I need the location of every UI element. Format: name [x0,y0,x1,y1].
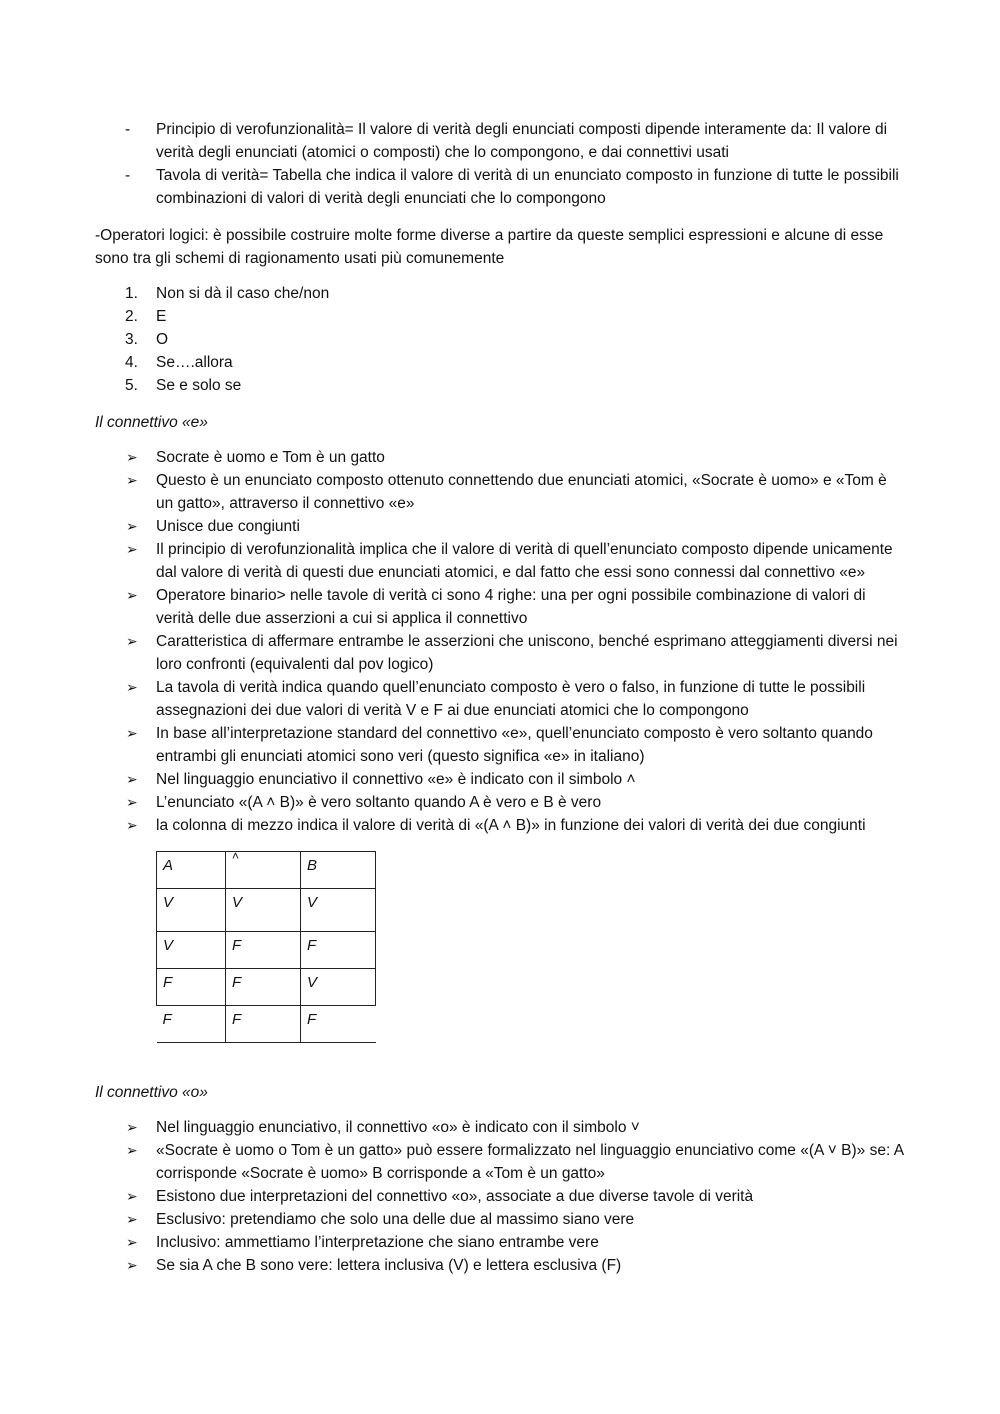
table-cell: V [301,969,376,1006]
table-cell: V [226,889,301,932]
list-item [95,768,905,791]
arrow-bullet-icon: ➢ [126,518,138,534]
table-cell: B [301,852,376,889]
arrow-bullet-icon: ➢ [126,1142,138,1158]
arrow-bullet-icon: ➢ [126,1119,138,1135]
arrow-bullet-icon: ➢ [126,817,138,833]
list-item-text: Esclusivo: pretendiamo che solo una delle due al massimo siano vere [156,1211,635,1228]
list-item-text: Inclusivo: ammettiamo l’interpretazione che siano entrambe vere [156,1234,599,1251]
arrow-bullet-icon: ➢ [126,1188,138,1204]
list-item [95,630,905,676]
table-cell: F [301,932,376,969]
table-cell: F [157,969,226,1006]
list-item [95,584,905,630]
list-item [95,1185,905,1208]
list-item-text: Nel linguaggio enunciativo il connettivo «e» è indicato con il simbolo ˄ [156,771,636,788]
dash-marker: - [125,121,131,138]
list-item [95,814,905,837]
definitions-list [95,118,905,210]
table-cell: F [301,1006,376,1043]
list-item [95,1254,905,1277]
table-cell: V [157,889,226,932]
section-heading-e: Il connettivo «e» [95,414,208,431]
list-item-text: La tavola di verità indica quando quell’enunciato composto è vero o falso, in funzione di tutte le possibili assegnazioni dei due valori di verità V e F ai due enunciati atomici che lo compongono [156,679,866,719]
list-item [95,538,905,584]
list-item-text: Se e solo se [156,377,242,394]
document-page [95,118,905,1277]
operators-list [95,282,905,397]
list-item [95,282,905,305]
list-item [95,469,905,515]
truth-table-and [156,851,376,1043]
list-item-text: Principio di verofunzionalità= Il valore di verità degli enunciati composti dipende interamente da: Il valore di verità degli enunciati (atomici o composti) che lo compongono, e dai connettivi usati [156,121,888,161]
list-item-text: O [156,331,169,348]
list-item [95,118,905,164]
list-item-text: L’enunciato «(A ˄ B)» è vero soltanto quando A è vero e B è vero [156,794,602,811]
table-cell: A [157,852,226,889]
list-item-text: Socrate è uomo e Tom è un gatto [156,449,385,466]
table-header-row [157,852,376,889]
list-item-text: Caratteristica di affermare entrambe le asserzioni che uniscono, benché esprimano atteggiamenti diversi nei loro confronti (equivalenti dal pov logico) [156,633,898,673]
section-heading-o: Il connettivo «o» [95,1084,208,1101]
list-item [95,305,905,328]
number-marker: 2. [125,308,138,325]
table-row [157,969,376,1006]
table-cell: F [226,969,301,1006]
dash-marker: - [125,167,131,184]
list-item-text: Unisce due congiunti [156,518,300,535]
arrow-bullet-icon: ➢ [126,679,138,695]
list-item [95,791,905,814]
table-cell: V [301,889,376,932]
table-row [157,1006,376,1043]
connettivo-e-list [95,446,905,837]
arrow-bullet-icon: ➢ [126,587,138,603]
connettivo-o-list [95,1116,905,1277]
arrow-bullet-icon: ➢ [126,794,138,810]
number-marker: 1. [125,285,138,302]
arrow-bullet-icon: ➢ [126,449,138,465]
list-item [95,1208,905,1231]
list-item-text: Non si dà il caso che/non [156,285,330,302]
list-item [95,676,905,722]
arrow-bullet-icon: ➢ [126,771,138,787]
table-cell: F [226,1006,301,1043]
table-cell [226,849,301,889]
operators-paragraph: -Operatori logici: è possibile costruire molte forme diverse a partire da queste semplici espressioni e alcune di esse sono tra gli schemi di ragionamento usati più comunemente [95,227,884,267]
list-item-text: Esistono due interpretazioni del connettivo «o», associate a due diverse tavole di verità [156,1188,754,1205]
list-item [95,1231,905,1254]
list-item [95,1139,905,1185]
arrow-bullet-icon: ➢ [126,1257,138,1273]
arrow-bullet-icon: ➢ [126,1234,138,1250]
table-row [157,889,376,932]
table-cell: F [157,1006,226,1043]
list-item-text: Il principio di verofunzionalità implica che il valore di verità di quell’enunciato composto dipende unicamente dal valore di verità di questi due enunciati atomici, e dal fatto che essi sono connessi dal connettivo «e» [156,541,893,581]
list-item [95,446,905,469]
list-item-text: la colonna di mezzo indica il valore di verità di «(A ˄ B)» in funzione dei valori di verità dei due congiunti [156,817,866,834]
table-cell: V [157,932,226,969]
list-item [95,374,905,397]
arrow-bullet-icon: ➢ [126,725,138,741]
list-item-text: Tavola di verità= Tabella che indica il valore di verità di un enunciato composto in funzione di tutte le possibili combinazioni di valori di verità degli enunciati che lo compongono [156,167,899,207]
list-item [95,1116,905,1139]
number-marker: 3. [125,331,138,348]
list-item-text: Nel linguaggio enunciativo, il connettivo «o» è indicato con il simbolo ˅ [156,1119,640,1136]
arrow-bullet-icon: ➢ [126,472,138,488]
list-item [95,722,905,768]
list-item [95,351,905,374]
number-marker: 4. [125,354,138,371]
arrow-bullet-icon: ➢ [126,633,138,649]
list-item-text: Questo è un enunciato composto ottenuto connettendo due enunciati atomici, «Socrate è uomo» e «Tom è un gatto», attraverso il connettivo «e» [156,472,887,512]
list-item-text: E [156,308,167,325]
table-row [157,932,376,969]
list-item-text: In base all’interpretazione standard del connettivo «e», quell’enunciato composto è vero soltanto quando entrambi gli enunciati atomici sono veri (questo significa «e» in italiano) [156,725,873,765]
list-item-text: Se….allora [156,354,233,371]
list-item [95,328,905,351]
list-item-text: Operatore binario> nelle tavole di verità ci sono 4 righe: una per ogni possibile combinazione di valori di verità delle due asserzioni a cui si applica il connettivo [156,587,866,627]
list-item-text: Se sia A che B sono vere: lettera inclusiva (V) e lettera esclusiva (F) [156,1257,622,1274]
number-marker: 5. [125,377,138,394]
list-item [95,164,905,210]
table-cell: F [226,932,301,969]
arrow-bullet-icon: ➢ [126,541,138,557]
and-symbol: ˄ [232,849,240,863]
arrow-bullet-icon: ➢ [126,1211,138,1227]
list-item [95,515,905,538]
list-item-text: «Socrate è uomo o Tom è un gatto» può essere formalizzato nel linguaggio enunciativo come «(A ˅ B)» se: A corrisponde «Socrate è uomo» B corrisponde a «Tom è un gatto» [156,1142,904,1182]
